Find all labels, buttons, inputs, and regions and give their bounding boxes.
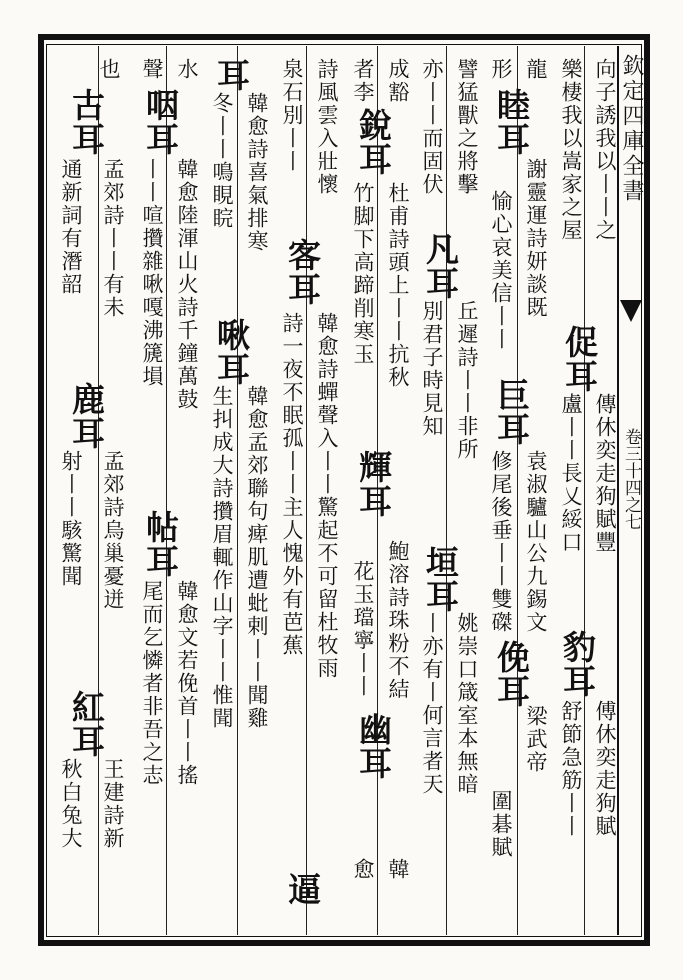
headword: 帖耳 xyxy=(141,510,180,578)
gloss-text: 丨丨喧攢雜啾嘎沸篪塤 xyxy=(140,158,164,388)
headword: 客耳 xyxy=(283,238,322,306)
gloss-text: 泉石別丨丨 xyxy=(280,58,304,173)
headword: 輝耳 xyxy=(354,450,393,518)
gloss-text: 詩風雲入壯懷 xyxy=(315,58,339,196)
gloss-text: 謝靈運詩妍談既 xyxy=(524,158,548,319)
gloss-text: 孟郊詩烏巢憂迸 xyxy=(101,450,125,611)
gloss-text: 水 xyxy=(175,58,199,81)
headword: 啾耳 xyxy=(212,318,251,386)
column-rule xyxy=(237,46,238,935)
volume-label: 卷三十四之七 xyxy=(621,428,641,530)
gloss-text: 聲 xyxy=(140,58,164,81)
gloss-text: 韓愈詩蟬聲入丨丨驚起不可留杜牧雨 xyxy=(315,312,339,680)
gloss-text: 花玉璫寧丨丨 xyxy=(351,560,375,698)
gloss-text: 冬丨丨鳴睍睆 xyxy=(210,92,234,230)
gloss-text: 韓愈陸渾山火詩千鐘萬鼓 xyxy=(175,158,199,411)
gloss-text: 成豁 xyxy=(386,58,410,104)
column-rule xyxy=(306,46,307,935)
gloss-text: 龍 xyxy=(524,58,548,81)
gloss-text: 韓 xyxy=(386,858,410,881)
gloss-text: 愉心哀美信丨丨 xyxy=(489,190,513,351)
gloss-text: 鮑溶詩珠粉不結 xyxy=(386,540,410,701)
gloss-text: 圍碁賦 xyxy=(489,790,513,859)
gloss-text: 者李 xyxy=(351,58,375,104)
headword: 鹿耳 xyxy=(67,382,106,450)
gloss-text: 尾而乞憐者非吾之志 xyxy=(140,580,164,787)
inner-border xyxy=(46,44,642,937)
fish-tail-mark xyxy=(620,300,642,322)
headword: 促耳 xyxy=(560,325,599,393)
gloss-text: 譬猛獸之將擊 xyxy=(455,58,479,196)
gloss-text: 亦丨丨而固伏 xyxy=(420,58,444,196)
gloss-text: 秋白兔大 xyxy=(59,758,83,850)
gloss-text: 丘遲詩丨丨非所 xyxy=(455,300,479,461)
gloss-text: 韓愈詩喜氣排寒 xyxy=(245,92,269,253)
column-rule xyxy=(166,46,167,935)
gloss-text: 竹脚下高蹄削寒玉 xyxy=(351,182,375,366)
column-rule xyxy=(446,46,447,935)
gloss-text: 傳休奕走狗賦豐 xyxy=(593,393,617,554)
headword: 幽耳 xyxy=(354,712,393,780)
gloss-text: 王建詩新 xyxy=(101,758,125,850)
gloss-text: 韓愈文若俛首丨丨搖 xyxy=(175,580,199,787)
gloss-text: 丨亦有丨何言者天 xyxy=(420,612,444,796)
gloss-text: 傅休奕走狗賦 xyxy=(593,700,617,838)
headword: 睦耳 xyxy=(492,88,531,156)
gloss-text: 樂棲我以嵩家之屋 xyxy=(559,58,583,242)
gloss-text: 盧丨丨長乂綏口 xyxy=(559,393,583,554)
gloss-text: 通新詞有潛韶 xyxy=(59,158,83,296)
gloss-text: 姚崇口箴室本無暗 xyxy=(455,612,479,796)
headword: 咽耳 xyxy=(141,88,180,156)
gloss-text: 杜甫詩頭上丨丨抗秋 xyxy=(386,182,410,389)
headword: 凡耳 xyxy=(421,232,460,300)
gloss-text: 袁淑驢山公九錫文 xyxy=(524,450,548,634)
headword: 逼 xyxy=(283,872,322,906)
column-rule xyxy=(584,46,585,935)
gloss-text: 生㧃成大詩攢眉輒作山字丨丨惟聞 xyxy=(210,385,234,730)
headword: 古耳 xyxy=(67,88,106,156)
headword: 銳耳 xyxy=(354,108,393,176)
book-title: 欽定四庫全書 xyxy=(619,54,644,204)
headword: 垣耳 xyxy=(421,545,460,613)
gloss-text: 韓愈孟郊聯句痺肌遭蚍剌丨丨聞雞 xyxy=(245,385,269,730)
gloss-text: 也 xyxy=(97,58,121,81)
column-rule xyxy=(517,46,518,935)
headword: 耳 xyxy=(212,58,251,92)
gloss-text: 詩一夜不眠孤丨丨主人愧外有芭蕉 xyxy=(280,312,304,657)
headword: 巨耳 xyxy=(492,378,531,446)
headword: 俛耳 xyxy=(492,640,531,708)
gloss-text: 別君子時見知 xyxy=(420,300,444,438)
gloss-text: 孟郊詩丨丨有未 xyxy=(101,158,125,319)
gloss-text: 形 xyxy=(489,58,513,81)
page-margin-strip xyxy=(620,46,642,935)
column-rule xyxy=(98,46,99,935)
gloss-text: 向子誘我以丨丨之 xyxy=(593,58,617,242)
gloss-text: 愈 xyxy=(351,858,375,881)
headword: 紅耳 xyxy=(67,690,106,758)
gloss-text: 射丨丨駭驚聞 xyxy=(59,450,83,588)
gloss-text: 修尾後垂丨丨雙磔 xyxy=(489,450,513,634)
headword: 豹耳 xyxy=(558,630,597,698)
gloss-text: 舒節急筋丨丨 xyxy=(559,700,583,838)
gloss-text: 梁武帝 xyxy=(524,705,548,774)
